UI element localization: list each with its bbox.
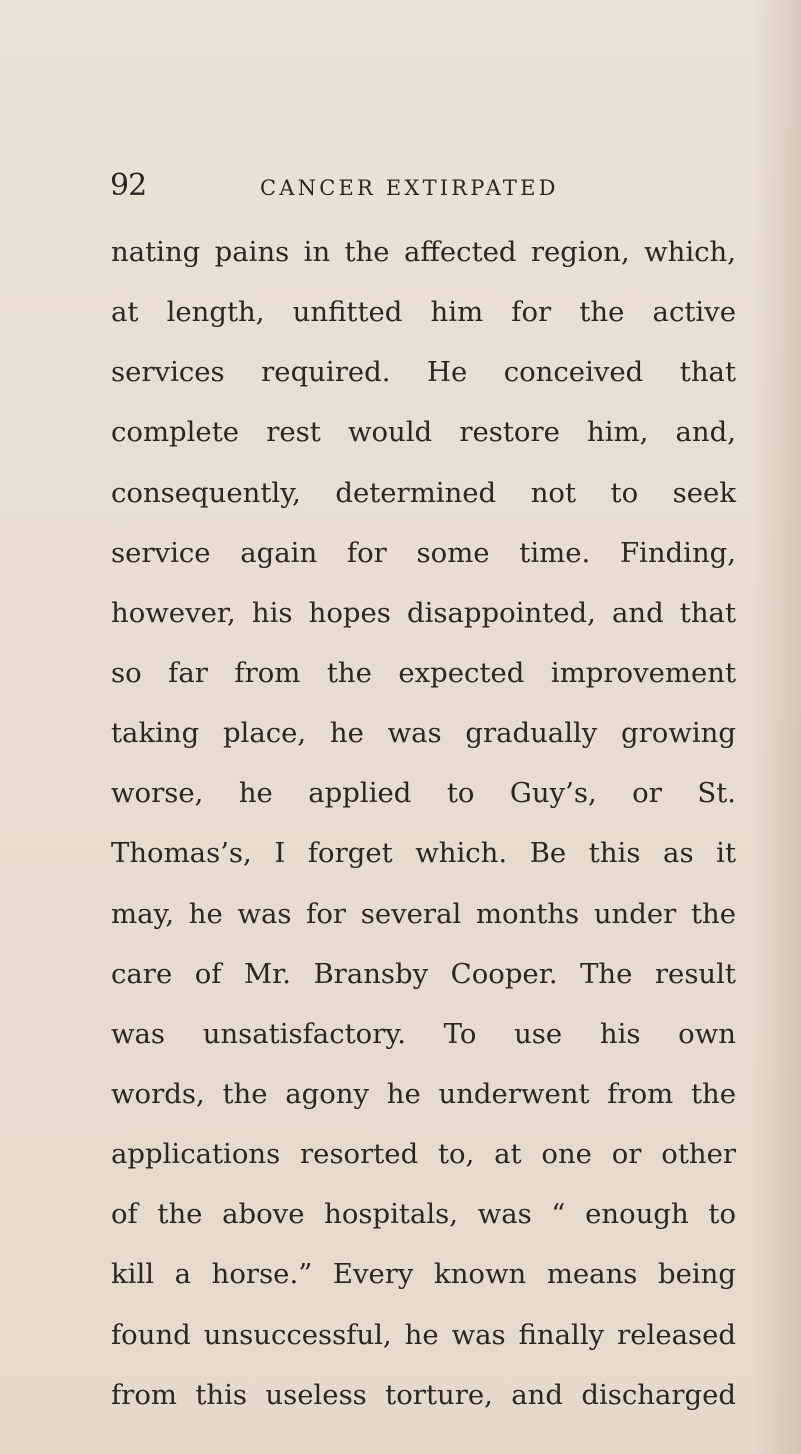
text-line: words, the agony he underwent from the: [111, 1077, 736, 1110]
text-line: care of Mr. Bransby Cooper. The result: [111, 957, 736, 990]
text-line: taking place, he was gradually growing: [111, 717, 736, 750]
text-line: consequently, determined not to seek: [111, 476, 736, 509]
page-header: [110, 168, 730, 212]
text-line: kill a horse.” Every known means being: [111, 1258, 736, 1291]
text-line: from this useless torture, and discharged: [111, 1378, 736, 1411]
page-number: 92: [110, 168, 147, 203]
text-line: was unsatisfactory. To use his own: [111, 1017, 736, 1050]
text-line: services required. He conceived that: [111, 356, 736, 389]
running-head: CANCER EXTIRPATED: [260, 176, 559, 200]
text-line: worse, he applied to Guy’s, or St.: [111, 777, 736, 810]
text-line: Thomas’s, I forget which. Be this as it: [111, 837, 736, 870]
body-text: [111, 222, 736, 1425]
text-line: may, he was for several months under the: [111, 897, 736, 930]
text-line: at length, unfitted him for the active: [111, 296, 736, 329]
text-line: applications resorted to, at one or other: [111, 1138, 736, 1171]
text-line: complete rest would restore him, and,: [111, 416, 736, 449]
text-line: of the above hospitals, was “ enough to: [111, 1198, 736, 1231]
text-line: found unsuccessful, he was finally released: [111, 1318, 736, 1351]
text-line: however, his hopes disappointed, and that: [111, 596, 736, 629]
text-line: nating pains in the affected region, which,: [111, 236, 736, 268]
text-line: so far from the expected improvement: [111, 656, 736, 689]
text-line: service again for some time. Finding,: [111, 536, 736, 569]
